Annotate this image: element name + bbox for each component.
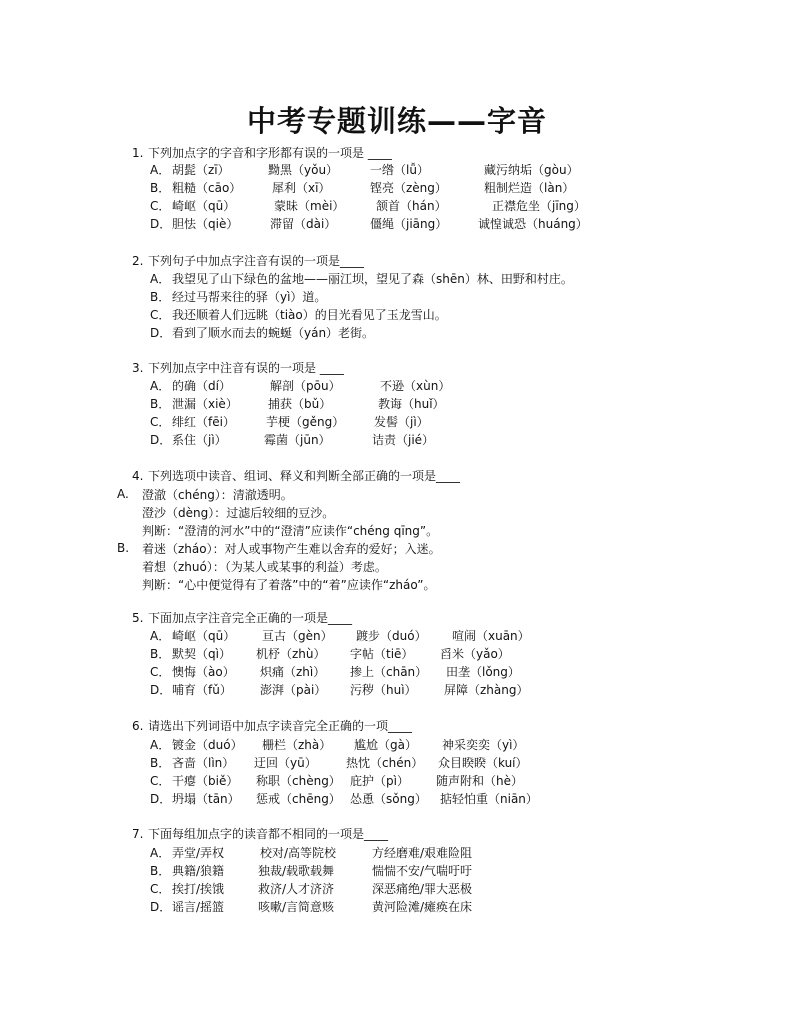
option-cell: 粗糙（cāo） [172, 181, 242, 195]
option-b-line: 判断：“心中便觉得有了着落”中的“着”应读作“zháo”。 [142, 578, 436, 592]
option-cell: 镀金（duó） [172, 738, 243, 752]
option-a-marker: A. [117, 487, 129, 501]
question-number: 7. [132, 827, 144, 841]
option-cell: 独裁/载歌载舞 [258, 864, 335, 878]
option-cell: 污秽（huì） [350, 683, 417, 697]
option-cell: 栅栏（zhà） [262, 738, 332, 752]
question-number: 4. [132, 469, 144, 483]
option-cell: 黄河险滩/瘫痪在床 [372, 900, 473, 914]
option-cell: 默契（qì） [172, 647, 231, 661]
option-cell: 懊悔（ào） [172, 665, 235, 679]
option-cell: 舀米（yǎo） [440, 647, 510, 661]
option-cell: 掂轻怕重（niān） [440, 792, 538, 806]
option-cell: 诘责（jié） [372, 433, 435, 447]
question-number: 5. [132, 611, 144, 625]
option-cell: 谣言/摇篮 [172, 900, 225, 914]
question-text: 请选出下列词语中加点字读音完全正确的一项____ [148, 719, 413, 733]
option-cell: 随声附和（hè） [436, 774, 523, 788]
option-cell: 蒙昧（mèi） [274, 199, 345, 213]
question-number: 6. [132, 719, 144, 733]
option-cell: 胡髭（zī） [172, 163, 230, 177]
option-cell: 称职（chèng） [256, 774, 341, 788]
option-cell: 救济/人才济济 [258, 882, 335, 896]
option-cell: 屏障（zhàng） [444, 683, 529, 697]
option-letter: D． [150, 326, 172, 340]
option-cell: 泄漏（xiè） [172, 397, 238, 411]
option-cell: 喧闹（xuān） [452, 629, 530, 643]
option-cell: 芋梗（gěng） [266, 415, 345, 429]
option-letter: A． [150, 272, 171, 286]
option-letter: C． [150, 665, 171, 679]
page-title: 中考专题训练——字音 [246, 104, 547, 138]
option-letter: B． [150, 181, 171, 195]
option-text: 我望见了山下绿色的盆地——丽江坝，望见了森（shēn）林、田野和村庄。 [172, 272, 573, 286]
question-text: 下面加点字注音完全正确的一项是____ [148, 611, 353, 625]
option-cell: 哺育（fǔ） [172, 683, 232, 697]
question-stem [132, 718, 412, 734]
option-b-marker: B. [117, 541, 130, 555]
option-cell: 霉菌（jūn） [264, 433, 331, 447]
option-cell: 校对/高等院校 [260, 846, 337, 860]
option-cell: 咳嗽/言简意赅 [258, 900, 335, 914]
option-cell: 教诲（huǐ） [378, 397, 445, 411]
option-cell: 捕获（bǔ） [268, 397, 332, 411]
option-cell: 踱步（duó） [356, 629, 427, 643]
question-text: 下列句子中加点字注音有误的一项是____ [148, 254, 365, 268]
option-cell: 一绺（lǚ） [370, 163, 429, 177]
option-letter: A． [150, 738, 171, 752]
option-cell: 尴尬（gà） [354, 738, 417, 752]
question-text: 下列选项中读音、组词、释义和判断全部正确的一项是____ [148, 469, 461, 483]
option-cell: 诚惶诚恐（huáng） [478, 217, 588, 231]
option-a-line: 澄沙（dèng）：过滤后较细的豆沙。 [142, 506, 335, 520]
option-cell: 滞留（dài） [270, 217, 337, 231]
option-cell: 庇护（pì） [350, 774, 409, 788]
option-letter: D． [150, 900, 172, 914]
option-letter: C． [150, 882, 171, 896]
option-cell: 方经磨难/艰难险阻 [372, 846, 473, 860]
option-letter: B． [150, 397, 171, 411]
option-cell: 田垄（lǒng） [446, 665, 520, 679]
option-letter: C． [150, 415, 171, 429]
option-cell: 字帖（tiē） [350, 647, 414, 661]
option-cell: 发髻（jì） [374, 415, 429, 429]
option-letter: C． [150, 774, 171, 788]
option-cell: 典籍/狼籍 [172, 864, 225, 878]
option-cell: 挨打/挨饿 [172, 882, 225, 896]
question-stem [132, 145, 392, 161]
option-letter: A． [150, 846, 171, 860]
option-letter: A． [150, 163, 171, 177]
option-letter: D． [150, 683, 172, 697]
option-letter: D． [150, 433, 172, 447]
option-cell: 惩戒（chēng） [256, 792, 341, 806]
option-cell: 干瘪（biě） [172, 774, 239, 788]
option-cell: 澎湃（pài） [260, 683, 327, 697]
question-number: 2. [132, 254, 144, 268]
question-number: 1. [132, 146, 144, 160]
option-letter: B． [150, 864, 171, 878]
option-letter: A． [150, 379, 171, 393]
option-letter: C． [150, 308, 171, 322]
option-cell: 众目睽睽（kuí） [438, 756, 528, 770]
option-cell: 崎岖（qū） [172, 199, 236, 213]
question-stem [132, 468, 460, 484]
option-letter: B． [150, 647, 171, 661]
option-text: 经过马帮来往的驿（yì）道。 [172, 290, 327, 304]
option-b-line: 着迷（zháo）：对人或事物产生难以舍弃的爱好；入迷。 [142, 542, 441, 556]
option-letter: C． [150, 199, 171, 213]
option-cell: 崎岖（qū） [172, 629, 236, 643]
option-cell: 深恶痛绝/罪大恶极 [372, 882, 473, 896]
question-text: 下列加点字的字音和字形都有误的一项是 ____ [148, 146, 392, 160]
option-cell: 弄堂/弄权 [172, 846, 225, 860]
option-cell: 掺上（chān） [350, 665, 428, 679]
question-stem [132, 253, 364, 269]
option-cell: 机杼（zhù） [256, 647, 326, 661]
option-cell: 黝黑（yǒu） [268, 163, 339, 177]
option-letter: B． [150, 756, 171, 770]
option-cell: 粗制烂造（làn） [484, 181, 575, 195]
option-cell: 犀利（xī） [272, 181, 331, 195]
option-letter: D． [150, 792, 172, 806]
option-cell: 亘古（gèn） [262, 629, 333, 643]
option-text: 看到了顺水而去的蜿蜒（yán）老街。 [172, 326, 375, 340]
option-cell: 藏污纳垢（gòu） [484, 163, 579, 177]
option-b-line: 着想（zhuó）：（为某人或某事的利益）考虑。 [142, 560, 387, 574]
option-a-line: 判断：“澄清的河水”中的“澄清”应读作“chéng qīng”。 [142, 524, 439, 538]
question-number: 3. [132, 361, 144, 375]
question-text: 下列加点字中注音有误的一项是 ____ [148, 361, 344, 375]
option-text: 我还顺着人们远眺（tiào）的目光看见了玉龙雪山。 [172, 308, 447, 322]
option-cell: 吝啬（lìn） [172, 756, 235, 770]
option-cell: 坍塌（tān） [172, 792, 240, 806]
option-cell: 热忱（chén） [346, 756, 424, 770]
option-letter: A． [150, 629, 171, 643]
option-letter: B． [150, 290, 171, 304]
option-cell: 系住（jì） [172, 433, 227, 447]
option-cell: 铿亮（zèng） [370, 181, 447, 195]
question-stem [132, 826, 388, 842]
option-cell: 僵绳（jiāng） [370, 217, 448, 231]
option-cell: 胆怯（qiè） [172, 217, 239, 231]
question-stem [132, 610, 352, 626]
option-a-line: 澄澈（chéng）：清澈透明。 [142, 488, 293, 502]
option-cell: 神采奕奕（yì） [442, 738, 525, 752]
question-stem [132, 360, 344, 376]
option-cell: 不逊（xùn） [380, 379, 451, 393]
option-cell: 炽痛（zhì） [260, 665, 326, 679]
option-cell: 解剖（pōu） [270, 379, 341, 393]
question-text: 下面每组加点字的读音都不相同的一项是____ [148, 827, 389, 841]
option-cell: 惴惴不安/气喘吁吁 [372, 864, 473, 878]
option-cell: 绯红（fēi） [172, 415, 235, 429]
option-cell: 的确（dí） [172, 379, 231, 393]
option-letter: D． [150, 217, 172, 231]
option-cell: 迂回（yū） [254, 756, 317, 770]
option-cell: 颔首（hán） [376, 199, 447, 213]
option-cell: 正襟危坐（jīng） [492, 199, 586, 213]
option-cell: 怂恿（sǒng） [350, 792, 427, 806]
